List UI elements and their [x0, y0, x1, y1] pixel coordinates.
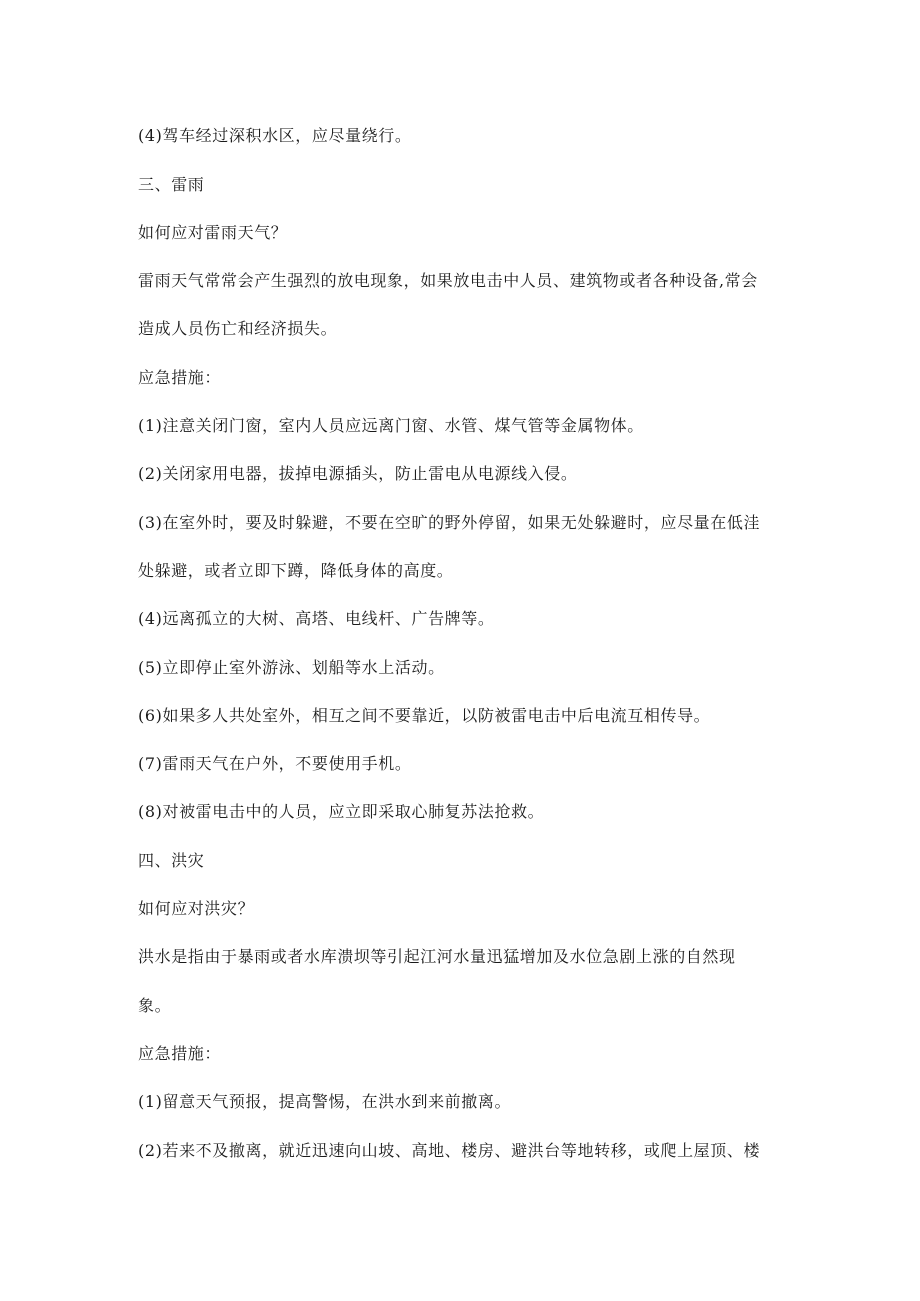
text-line: (2)若来不及撤离，就近迅速向山坡、高地、楼房、避洪台等地转移，或爬上屋顶、楼	[138, 1141, 761, 1160]
measures-heading: 应急措施：	[138, 1044, 222, 1063]
text-line: 洪水是指由于暴雨或者水库溃坝等引起江河水量迅猛增加及水位急剧上涨的自然现	[138, 947, 736, 966]
question-heading: 如何应对雷雨天气？	[138, 223, 288, 242]
text-line: 象。	[138, 996, 172, 1015]
text-line: (7)雷雨天气在户外，不要使用手机。	[138, 754, 412, 773]
text-line: (1)留意天气预报，提高警惕，在洪水到来前撤离。	[138, 1092, 512, 1111]
text-line: (8)对被雷电击中的人员，应立即采取心肺复苏法抢救。	[138, 802, 545, 821]
text-line: (1)注意关闭门窗，室内人员应远离门窗、水管、煤气管等金属物体。	[138, 416, 644, 435]
text-line: 造成人员伤亡和经济损失。	[138, 319, 338, 338]
text-line: (3)在室外时，要及时躲避，不要在空旷的野外停留，如果无处躲避时，应尽量在低洼	[138, 513, 761, 532]
text-line: (6)如果多人共处室外，相互之间不要靠近，以防被雷电击中后电流互相传导。	[138, 706, 711, 725]
text-line: (4)远离孤立的大树、高塔、电线杆、广告牌等。	[138, 609, 495, 628]
text-line: (4)驾车经过深积水区，应尽量绕行。	[138, 126, 412, 145]
text-line: 处躲避，或者立即下蹲，降低身体的高度。	[138, 561, 454, 580]
text-line: (5)立即停止室外游泳、划船等水上活动。	[138, 658, 445, 677]
text-line: (2)关闭家用电器，拔掉电源插头，防止雷电从电源线入侵。	[138, 464, 578, 483]
measures-heading: 应急措施：	[138, 368, 222, 387]
text-line: 雷雨天气常常会产生强烈的放电现象，如果放电击中人员、建筑物或者各种设备,常会	[138, 271, 758, 290]
section-heading: 三、雷雨	[138, 175, 205, 194]
question-heading: 如何应对洪灾？	[138, 899, 255, 918]
section-heading: 四、洪灾	[138, 851, 205, 870]
